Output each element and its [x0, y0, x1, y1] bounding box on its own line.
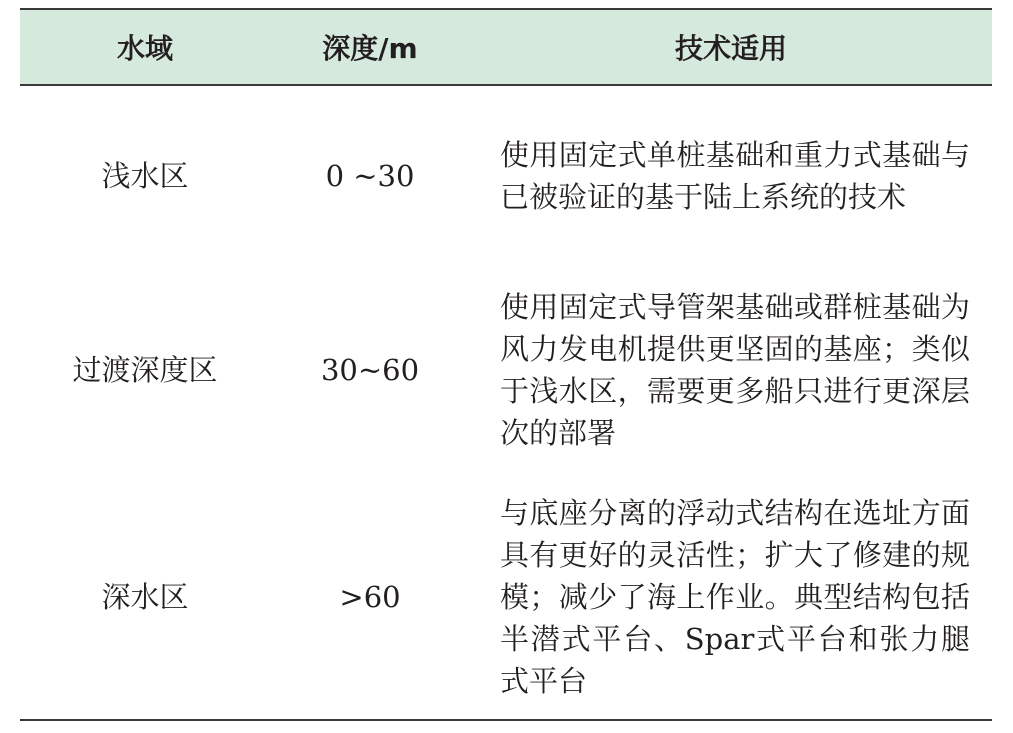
header-row — [20, 9, 992, 85]
cell-depth: 0 ~30 — [325, 159, 415, 193]
header-water-area: 水域 — [20, 9, 270, 85]
cell-technology: 使用固定式导管架基础或群桩基础为风力发电机提供更坚固的基座；类似于浅水区，需要更多船只进行更深层次的部署 — [500, 290, 970, 450]
table-row — [20, 474, 992, 720]
cell-zone: 浅水区 — [101, 159, 189, 193]
header-depth: 深度/m — [270, 9, 470, 85]
cell-zone: 深水区 — [20, 474, 270, 720]
table-body — [20, 85, 992, 720]
cell-technology: 使用固定式单桩基础和重力式基础与已被验证的基于陆上系统的技术 — [500, 138, 970, 214]
table-row — [20, 85, 992, 266]
cell-depth: >60 — [270, 474, 470, 720]
header-technology: 技术适用 — [470, 9, 992, 85]
table-header — [20, 9, 992, 85]
cell-technology: 与底座分离的浮动式结构在选址方面具有更好的灵活性；扩大了修建的规模；减少了海上作业。典型结构包括半潜式平台、Spar式平台和张力腿式平台 — [470, 474, 992, 720]
cell-zone: 过渡深度区 — [72, 353, 218, 387]
cell-depth: 30~60 — [320, 353, 420, 387]
technology-table — [20, 8, 992, 721]
water-depth-table — [20, 8, 992, 721]
table-row — [20, 266, 992, 474]
